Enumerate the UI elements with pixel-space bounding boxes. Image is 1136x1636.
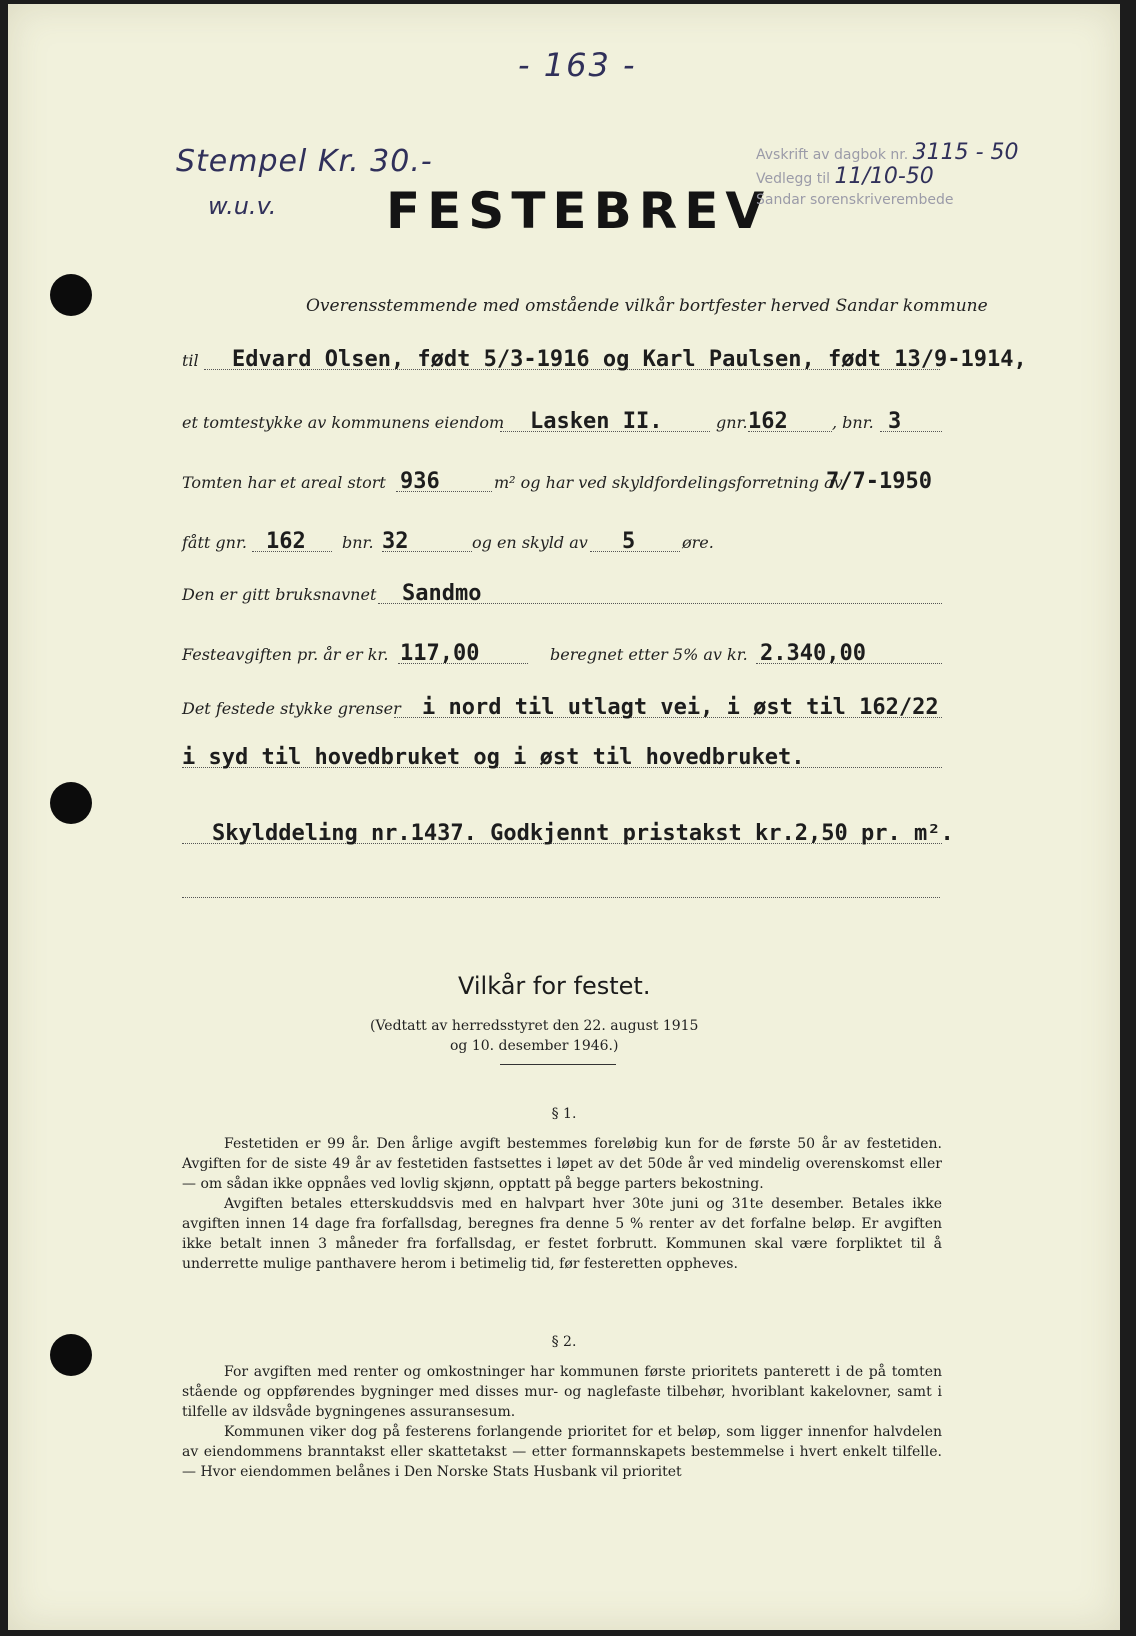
festeavgift-label: Festeavgiften pr. år er kr. — [182, 645, 389, 664]
beregnet-label: beregnet etter 5% av kr. — [550, 645, 748, 664]
skylddeling-text: Skylddeling nr.1437. Godkjennt pristakst kr.2,50 pr. m². — [212, 821, 954, 846]
area-value: 936 — [400, 469, 440, 494]
blank-line — [182, 897, 940, 898]
row-grenser-2 — [182, 734, 942, 774]
bnr-label: , bnr. — [832, 413, 874, 432]
festeavgift-value: 117,00 — [400, 641, 480, 666]
gnr-label: gnr. — [716, 413, 748, 432]
section-1-heading: § 1. — [551, 1106, 577, 1122]
stamp-line3: Sandar sorenskriverembede — [756, 192, 954, 208]
registry-stamp — [756, 142, 1019, 211]
row-bruksnavn — [182, 570, 942, 610]
bnr-value: 3 — [888, 409, 902, 434]
row-fatt — [182, 518, 942, 558]
property-name: Lasken II. — [530, 409, 663, 434]
document-page — [8, 4, 1120, 1630]
section-2-paragraph-1: For avgiften med renter og omkostninger har kommunen første prioritets panterett i de på tomten stående og oppførendes bygninger med disses mur- og naglefaste tilbehør, hvoriblant kakelovner, samt i tilfelle av ildsvåde bygningenes assuransesum. — [182, 1364, 942, 1420]
handwritten-stamp-note: Stempel Kr. 30.- — [176, 144, 433, 179]
row-grenser — [182, 684, 942, 724]
conditions-title: Vilkår for festet. — [458, 972, 651, 1000]
til-label: til — [182, 351, 199, 370]
grenser-line2: i syd til hovedbruket og i øst til hovedbruket. — [182, 745, 805, 770]
skyld-label: og en skyld av — [472, 533, 588, 552]
stamp-line1-label: Avskrift av dagbok nr. — [756, 147, 909, 163]
punch-hole-middle — [50, 782, 92, 824]
section-2-body — [182, 1362, 942, 1482]
section-2-paragraph-2: Kommunen viker dog på festerens forlangende prioritet for et beløp, som ligger innenfor halvdelen av eiendommens branntakst eller skattetakst — etter formannskapets bestemmelse i hvert enkelt tilfelle. — Hvor eiendommen belånes i Den Norske Stats Husbank vil prioritet — [182, 1424, 942, 1480]
gnr-value: 162 — [748, 409, 788, 434]
beregnet-value: 2.340,00 — [760, 641, 866, 666]
section-1-body — [182, 1134, 942, 1274]
section-2-heading: § 2. — [551, 1334, 577, 1350]
stamp-line2-label: Vedlegg til — [756, 171, 830, 187]
stamp-line1-value: 3115 - 50 — [912, 140, 1019, 165]
stamp-line2-value: 11/10-50 — [834, 164, 934, 189]
fatt-bnr-value: 32 — [382, 529, 409, 554]
skyld-value: 5 — [622, 529, 636, 554]
row-property — [182, 398, 942, 438]
conditions-note — [370, 1016, 698, 1056]
bruksnavn-label: Den er gitt bruksnavnet — [182, 585, 377, 604]
fatt-bnr-label: bnr. — [342, 533, 374, 552]
document-title: FESTEBREV — [386, 182, 772, 240]
ore-label: øre. — [682, 533, 714, 552]
row-area — [182, 458, 942, 498]
property-label: et tomtestykke av kommunens eiendom — [182, 413, 505, 432]
section-1-paragraph-1: Festetiden er 99 år. Den årlige avgift bestemmes foreløbig kun for de første 50 år av festetiden. Avgiften for de siste 49 år av festetiden fastsettes i løpet av det 50de år ved mindelig overenskomst eller — om sådan ikke oppnåes ved lovlig skjønn, opptatt på begge parters bekostning. — [182, 1136, 942, 1192]
area-label: Tomten har et areal stort — [182, 473, 386, 492]
handwritten-initials: w.u.v. — [208, 192, 277, 220]
grenser-line1: i nord til utlagt vei, i øst til 162/22 — [422, 695, 939, 720]
divider — [500, 1064, 616, 1065]
row-skylddeling — [182, 810, 954, 850]
area-date: 7/7-1950 — [826, 469, 932, 494]
grenser-label: Det festede stykke grenser — [182, 699, 401, 718]
section-1-paragraph-2: Avgiften betales etterskuddsvis med en halvpart hver 30te juni og 31te desember. Betales ikke avgiften innen 14 dage fra forfallsdag, beregnes fra denne 5 % renter av det forfalne beløp. Er avgiften ikke betalt innen 3 måneder fra forfallsdag, er festet forbrutt. Kommunen skal være forpliktet til å underrette mulige panthavere herom i betimelig tid, før festeretten oppheves. — [182, 1196, 942, 1272]
row-festeavgift — [182, 630, 942, 670]
fatt-gnr-value: 162 — [266, 529, 306, 554]
parties-value: Edvard Olsen, født 5/3-1916 og Karl Paulsen, født 13/9-1914, — [232, 347, 1027, 372]
intro-text: Overensstemmende med omstående vilkår bortfester herved Sandar kommune — [306, 296, 988, 316]
area-unit-label: m² og har ved skyldfordelingsforretning av — [494, 473, 843, 492]
conditions-note-line1: (Vedtatt av herredsstyret den 22. august 1915 — [370, 1018, 699, 1034]
conditions-note-line2: og 10. desember 1946.) — [449, 1038, 619, 1054]
fatt-gnr-label: fått gnr. — [182, 533, 247, 552]
page-number: - 163 - — [518, 46, 637, 84]
row-parties — [182, 336, 1027, 376]
punch-hole-top — [50, 274, 92, 316]
bruksnavn-value: Sandmo — [402, 581, 482, 606]
